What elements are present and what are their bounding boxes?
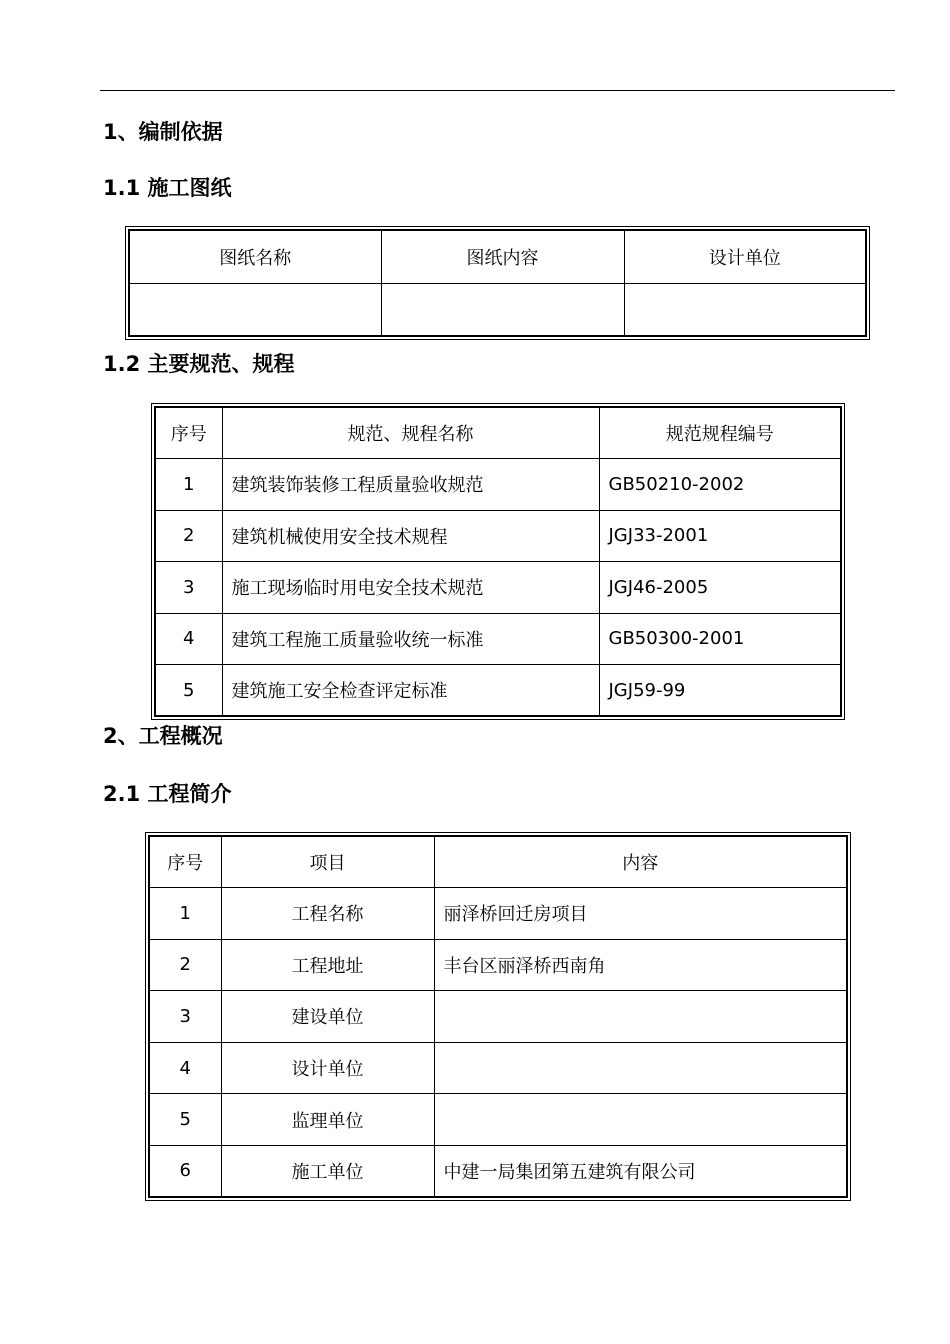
section-heading-1-2: 1.2 主要规范、规程: [103, 352, 295, 376]
table-cell-content: [434, 1094, 847, 1146]
table-row: [149, 1145, 847, 1197]
table-cell-index: 3: [155, 562, 222, 614]
table-row: [149, 1094, 847, 1146]
table-row: [155, 562, 841, 614]
table-cell-index: 5: [149, 1094, 221, 1146]
table-cell-index: 6: [149, 1145, 221, 1197]
table-row: [149, 888, 847, 940]
table-header-row: [129, 230, 866, 283]
header-rule: [100, 90, 895, 91]
table-cell-content: 中建一局集团第五建筑有限公司: [434, 1145, 847, 1197]
table-cell-code: GB50210-2002: [599, 459, 841, 511]
table-cell-content: [434, 1042, 847, 1094]
table-cell-index: 3: [149, 991, 221, 1043]
table-cell-code: JGJ33-2001: [599, 510, 841, 562]
section-heading-2: 2、工程概况: [103, 724, 223, 748]
header-cell-index: 序号: [155, 407, 222, 459]
table-cell-content: [434, 991, 847, 1043]
table-row: [149, 939, 847, 991]
header-cell-standard-code: 规范规程编号: [599, 407, 841, 459]
table-row: [155, 510, 841, 562]
table-cell-code: GB50300-2001: [599, 613, 841, 665]
table-cell: [129, 283, 381, 336]
table-cell-code: JGJ46-2005: [599, 562, 841, 614]
header-cell-index: 序号: [149, 836, 221, 888]
table-cell-name: 建筑机械使用安全技术规程: [222, 510, 599, 562]
table-cell-item: 工程名称: [221, 888, 434, 940]
table-cell: [381, 283, 624, 336]
table-cell-content: 丰台区丽泽桥西南角: [434, 939, 847, 991]
table-row: [155, 459, 841, 511]
table-cell-index: 1: [149, 888, 221, 940]
table-cell-name: 建筑装饰装修工程质量验收规范: [222, 459, 599, 511]
table-cell-item: 建设单位: [221, 991, 434, 1043]
table-cell-name: 建筑施工安全检查评定标准: [222, 665, 599, 717]
table-cell-index: 2: [155, 510, 222, 562]
drawings-table: [128, 229, 867, 337]
table-header-row: [149, 836, 847, 888]
table-cell-item: 工程地址: [221, 939, 434, 991]
header-cell-item: 项目: [221, 836, 434, 888]
header-cell-standard-name: 规范、规程名称: [222, 407, 599, 459]
table-cell-item: 监理单位: [221, 1094, 434, 1146]
table-cell-code: JGJ59-99: [599, 665, 841, 717]
table-row: [155, 613, 841, 665]
table-cell: [624, 283, 866, 336]
table-cell-name: 建筑工程施工质量验收统一标准: [222, 613, 599, 665]
table-cell-index: 2: [149, 939, 221, 991]
table-cell-index: 4: [149, 1042, 221, 1094]
header-cell-drawing-content: 图纸内容: [381, 230, 624, 283]
overview-table-frame: [145, 832, 851, 1201]
header-cell-design-unit: 设计单位: [624, 230, 866, 283]
table-cell-item: 设计单位: [221, 1042, 434, 1094]
header-cell-drawing-name: 图纸名称: [129, 230, 381, 283]
standards-table: [154, 406, 842, 717]
section-heading-1-1: 1.1 施工图纸: [103, 176, 232, 200]
table-row: [149, 1042, 847, 1094]
section-heading-1: 1、编制依据: [103, 120, 223, 144]
standards-table-frame: [151, 403, 845, 720]
section-heading-2-1: 2.1 工程简介: [103, 782, 232, 806]
table-header-row: [155, 407, 841, 459]
table-cell-content: 丽泽桥回迁房项目: [434, 888, 847, 940]
table-cell-index: 4: [155, 613, 222, 665]
table-cell-index: 1: [155, 459, 222, 511]
table-row: [149, 991, 847, 1043]
drawings-table-frame: [125, 226, 870, 340]
header-cell-content: 内容: [434, 836, 847, 888]
table-cell-item: 施工单位: [221, 1145, 434, 1197]
table-cell-index: 5: [155, 665, 222, 717]
overview-table: [148, 835, 848, 1198]
table-cell-name: 施工现场临时用电安全技术规范: [222, 562, 599, 614]
table-row: [155, 665, 841, 717]
table-row: [129, 283, 866, 336]
